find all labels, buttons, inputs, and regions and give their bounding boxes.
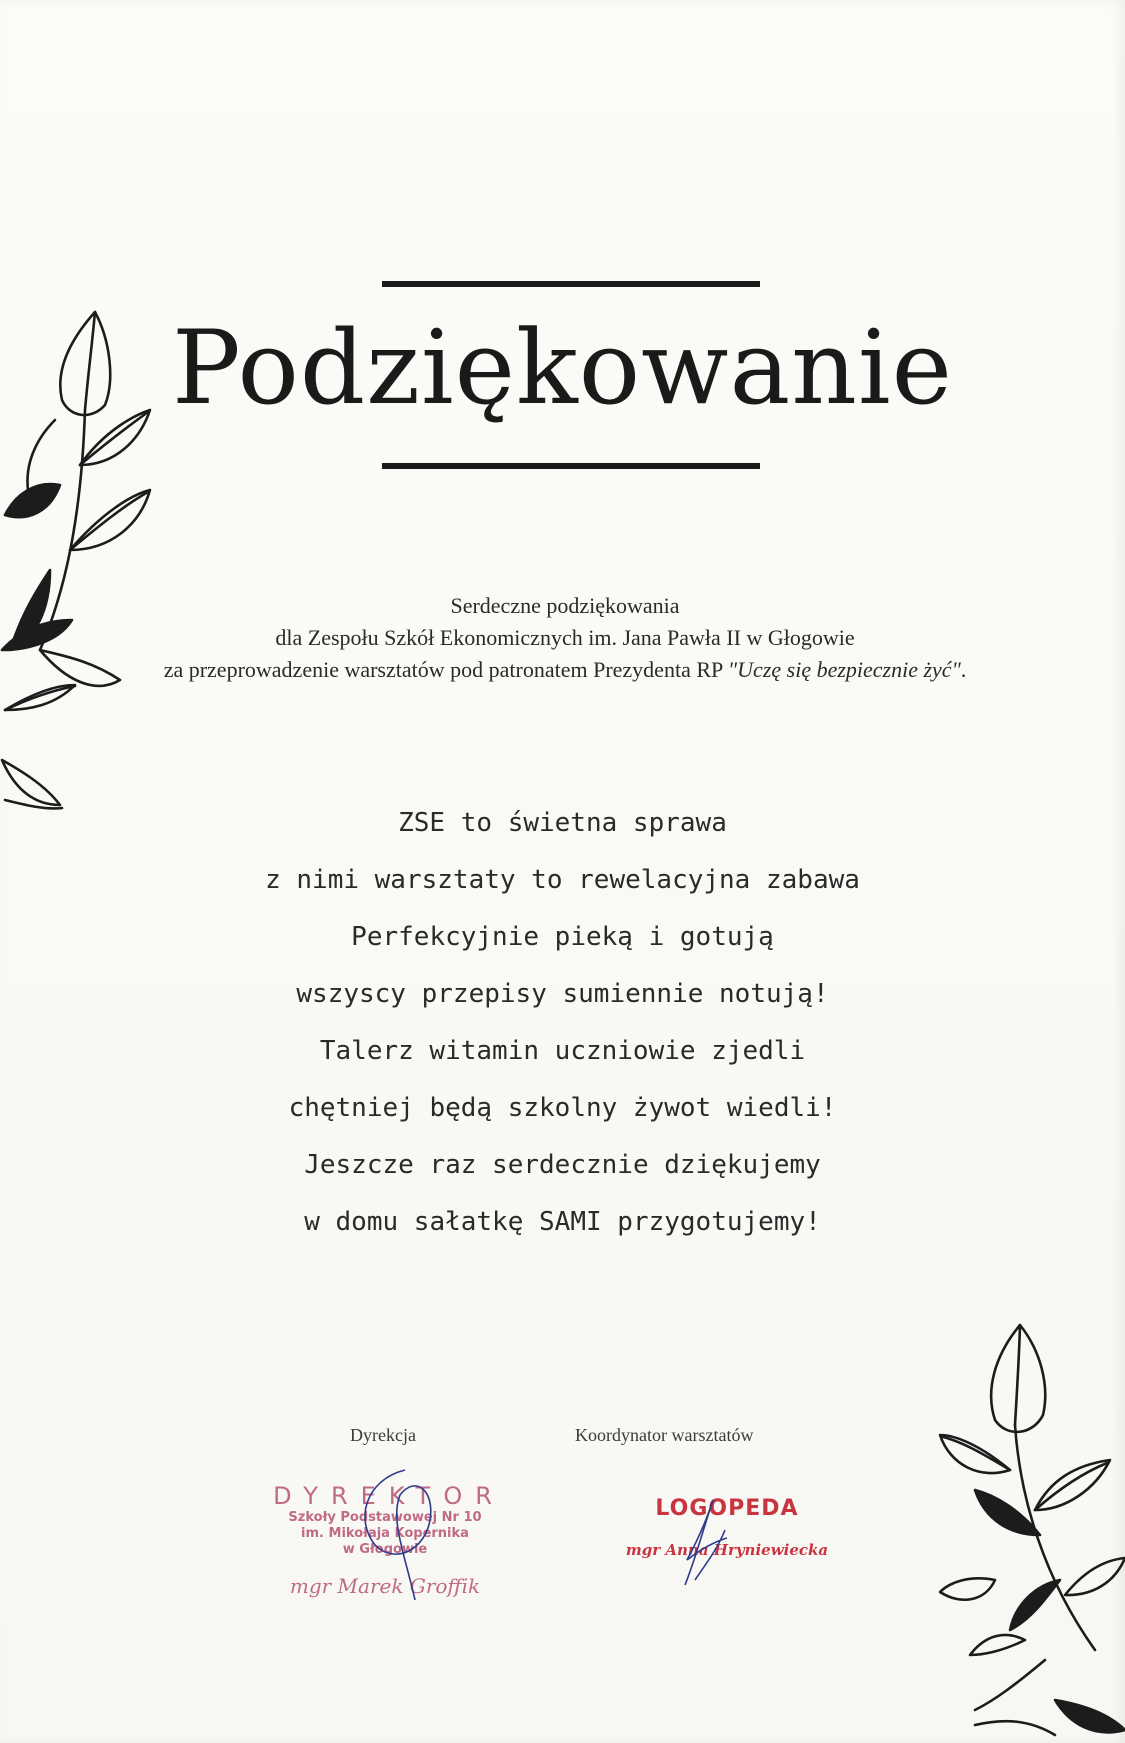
poem-verse: Talerz witamin uczniowie zjedli bbox=[319, 1036, 806, 1066]
title-rule-top bbox=[382, 281, 760, 287]
poem-verse: wszyscy przepisy sumiennie notują! bbox=[296, 979, 829, 1009]
signature-director-icon bbox=[345, 1460, 475, 1610]
signature-label-director: Dyrekcja bbox=[350, 1425, 416, 1445]
stamp-title: DYREKTOR bbox=[273, 1482, 505, 1510]
stamp-line: im. Mikołaja Kopernika bbox=[301, 1526, 469, 1541]
poem-verse: Jeszcze raz serdecznie dziękujemy bbox=[304, 1150, 821, 1180]
intro-line-3-suffix: . bbox=[960, 657, 967, 682]
poem-verse: ZSE to świetna sprawa bbox=[398, 808, 727, 838]
intro-line-3 bbox=[60, 654, 1070, 686]
poem-verse: z nimi warsztaty to rewelacyjna zabawa bbox=[265, 865, 860, 895]
intro-line-1: Serdeczne podziękowania bbox=[450, 593, 680, 618]
title-rule-bottom bbox=[382, 463, 760, 469]
stamp-line: w Głogowie bbox=[342, 1542, 428, 1557]
leaf-branch-icon bbox=[935, 1320, 1125, 1743]
stamp-line: Szkoły Podstawowej Nr 10 bbox=[288, 1510, 482, 1525]
stamp-title: LOGOPEDA bbox=[655, 1496, 799, 1521]
stamp-name: mgr Marek Groffik bbox=[289, 1574, 481, 1598]
signature-coordinator-icon bbox=[665, 1490, 735, 1590]
program-name: "Uczę się bezpiecznie żyć" bbox=[727, 657, 961, 682]
poem-verse: Perfekcyjnie pieką i gotują bbox=[351, 922, 774, 952]
poem-verse: chętniej będą szkolny żywot wiedli! bbox=[288, 1093, 837, 1123]
poem-verse: w domu sałatkę SAMI przygotujemy! bbox=[304, 1207, 821, 1237]
intro-line-3-prefix: za przeprowadzenie warsztatów pod patronatem Prezydenta RP bbox=[163, 657, 728, 682]
intro-text bbox=[60, 590, 1070, 686]
stamp-name: mgr Anna Hryniewiecka bbox=[625, 1541, 829, 1559]
intro-line-2: dla Zespołu Szkół Ekonomicznych im. Jana Pawła II w Głogowie bbox=[275, 625, 855, 650]
signature-label-coordinator: Koordynator warsztatów bbox=[575, 1425, 754, 1445]
page-title: Podziękowanie bbox=[172, 309, 953, 428]
poem bbox=[100, 795, 1025, 1251]
